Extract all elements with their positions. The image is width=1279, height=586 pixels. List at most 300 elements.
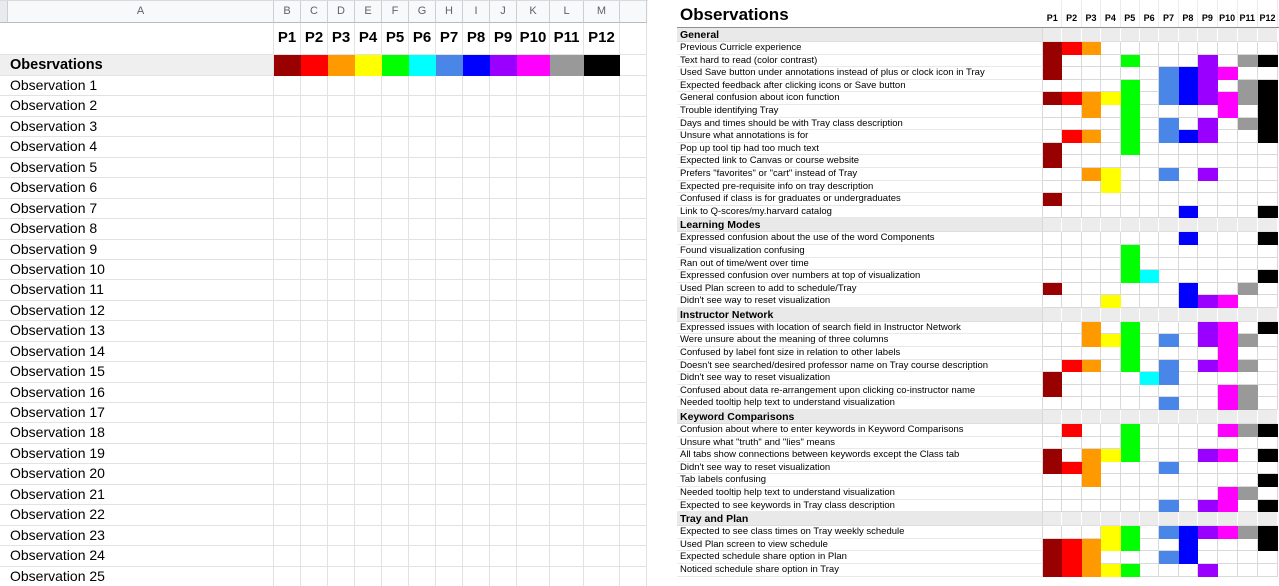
grid-cell[interactable] [550, 546, 584, 566]
grid-cell[interactable] [355, 96, 382, 116]
matrix-cell-filled-p9[interactable] [1198, 295, 1217, 308]
matrix-cell[interactable] [1101, 42, 1120, 55]
matrix-cell-filled-p5[interactable] [1121, 360, 1140, 373]
matrix-cell[interactable] [1101, 487, 1120, 500]
matrix-cell[interactable] [1198, 539, 1217, 552]
matrix-cell-filled-p3[interactable] [1082, 564, 1101, 577]
section-header-cell[interactable] [1238, 308, 1258, 322]
grid-cell[interactable] [490, 301, 517, 321]
grid-cell[interactable] [355, 485, 382, 505]
matrix-cell[interactable] [1159, 564, 1178, 577]
matrix-cell-filled-p5[interactable] [1121, 347, 1140, 360]
matrix-cell[interactable] [1258, 42, 1278, 55]
matrix-cell-filled-p5[interactable] [1121, 143, 1140, 156]
matrix-cell[interactable] [1062, 168, 1081, 181]
observation-label-cell[interactable]: Observation 3 [0, 117, 274, 137]
matrix-cell-filled-p3[interactable] [1082, 449, 1101, 462]
matrix-cell[interactable] [1218, 372, 1238, 385]
matrix-cell-filled-p8[interactable] [1179, 551, 1198, 564]
matrix-cell-filled-p10[interactable] [1218, 105, 1238, 118]
matrix-cell[interactable] [1101, 551, 1120, 564]
grid-cell[interactable] [463, 383, 490, 403]
observation-label-cell[interactable]: Observation 11 [0, 280, 274, 300]
observation-label-cell[interactable]: Observation 14 [0, 342, 274, 362]
matrix-cell[interactable] [1140, 55, 1159, 68]
grid-cell[interactable] [584, 240, 620, 260]
grid-cell[interactable] [409, 76, 436, 96]
matrix-cell[interactable] [1062, 270, 1081, 283]
matrix-cell-filled-p3[interactable] [1082, 474, 1101, 487]
matrix-cell-filled-p1[interactable] [1043, 539, 1062, 552]
matrix-cell-filled-p8[interactable] [1179, 67, 1198, 80]
section-header-cell[interactable] [1179, 218, 1198, 232]
matrix-cell[interactable] [1101, 67, 1120, 80]
matrix-cell[interactable] [1140, 462, 1159, 475]
grid-cell[interactable] [620, 362, 647, 382]
grid-cell[interactable] [328, 423, 355, 443]
matrix-cell[interactable] [1043, 322, 1062, 335]
matrix-row-label[interactable]: Doesn't see searched/desired professor name on Tray course description [677, 360, 1043, 373]
matrix-cell[interactable] [1121, 193, 1140, 206]
grid-cell[interactable] [550, 485, 584, 505]
matrix-cell[interactable] [1140, 193, 1159, 206]
cell-participant-P12[interactable]: P12 [584, 23, 620, 55]
grid-cell[interactable] [328, 567, 355, 586]
matrix-cell[interactable] [1198, 551, 1217, 564]
matrix-cell[interactable] [1159, 283, 1178, 296]
grid-cell[interactable] [301, 403, 328, 423]
grid-cell[interactable] [301, 240, 328, 260]
matrix-cell[interactable] [1082, 526, 1101, 539]
matrix-cell[interactable] [1159, 105, 1178, 118]
grid-cell[interactable] [620, 485, 647, 505]
matrix-cell[interactable] [1062, 193, 1081, 206]
matrix-cell[interactable] [1043, 105, 1062, 118]
matrix-row-label[interactable]: Expected to see class times on Tray weekly schedule [677, 526, 1043, 539]
matrix-cell[interactable] [1258, 245, 1278, 258]
matrix-cell[interactable] [1198, 105, 1217, 118]
observation-label-cell[interactable]: Observation 13 [0, 321, 274, 341]
matrix-col-label-P4[interactable]: P4 [1101, 0, 1120, 27]
grid-cell[interactable] [436, 423, 463, 443]
matrix-cell[interactable] [1101, 55, 1120, 68]
matrix-cell-filled-p12[interactable] [1258, 232, 1278, 245]
matrix-cell-filled-p2[interactable] [1062, 42, 1081, 55]
grid-cell[interactable] [382, 96, 409, 116]
cell-participant-P11[interactable]: P11 [550, 23, 584, 55]
grid-cell[interactable] [274, 137, 301, 157]
grid-cell[interactable] [584, 117, 620, 137]
matrix-cell[interactable] [1218, 245, 1238, 258]
grid-cell[interactable] [620, 137, 647, 157]
matrix-cell-filled-p10[interactable] [1218, 526, 1238, 539]
matrix-cell[interactable] [1101, 130, 1120, 143]
matrix-cell[interactable] [1140, 487, 1159, 500]
matrix-cell[interactable] [1101, 500, 1120, 513]
matrix-cell[interactable] [1238, 437, 1258, 450]
matrix-cell-filled-p12[interactable] [1258, 206, 1278, 219]
matrix-cell-filled-p9[interactable] [1198, 564, 1217, 577]
grid-cell[interactable] [584, 485, 620, 505]
matrix-cell[interactable] [1043, 130, 1062, 143]
grid-cell[interactable] [584, 362, 620, 382]
matrix-cell[interactable] [1062, 397, 1081, 410]
matrix-cell-filled-p11[interactable] [1238, 360, 1258, 373]
matrix-cell[interactable] [1198, 397, 1217, 410]
grid-cell[interactable] [550, 526, 584, 546]
matrix-cell[interactable] [1179, 500, 1198, 513]
matrix-cell[interactable] [1101, 424, 1120, 437]
grid-cell[interactable] [382, 219, 409, 239]
grid-cell[interactable] [382, 240, 409, 260]
matrix-cell-filled-p8[interactable] [1179, 295, 1198, 308]
matrix-cell[interactable] [1179, 385, 1198, 398]
matrix-cell[interactable] [1179, 322, 1198, 335]
grid-cell[interactable] [517, 199, 550, 219]
matrix-cell-filled-p9[interactable] [1198, 500, 1217, 513]
grid-cell[interactable] [436, 178, 463, 198]
matrix-cell-filled-p12[interactable] [1258, 92, 1278, 105]
grid-cell[interactable] [550, 403, 584, 423]
matrix-cell[interactable] [1159, 347, 1178, 360]
matrix-cell[interactable] [1238, 551, 1258, 564]
cell-participant-P8[interactable]: P8 [463, 23, 490, 55]
matrix-cell[interactable] [1043, 474, 1062, 487]
grid-cell[interactable] [550, 178, 584, 198]
matrix-cell[interactable] [1258, 372, 1278, 385]
matrix-cell[interactable] [1101, 193, 1120, 206]
grid-cell[interactable] [550, 158, 584, 178]
section-header-cell[interactable] [1258, 28, 1278, 42]
grid-cell[interactable] [382, 342, 409, 362]
grid-cell[interactable] [274, 96, 301, 116]
matrix-cell-filled-p6[interactable] [1140, 372, 1159, 385]
matrix-cell[interactable] [1159, 322, 1178, 335]
grid-cell[interactable] [620, 76, 647, 96]
matrix-cell[interactable] [1062, 449, 1081, 462]
matrix-cell-filled-p10[interactable] [1218, 322, 1238, 335]
grid-cell[interactable] [490, 158, 517, 178]
grid-cell[interactable] [490, 260, 517, 280]
matrix-cell[interactable] [1121, 397, 1140, 410]
grid-cell[interactable] [550, 301, 584, 321]
legend-color-cell-p7[interactable] [436, 55, 463, 76]
grid-cell[interactable] [463, 342, 490, 362]
matrix-cell[interactable] [1238, 295, 1258, 308]
grid-cell[interactable] [550, 423, 584, 443]
grid-cell[interactable] [490, 383, 517, 403]
matrix-cell-filled-p12[interactable] [1258, 118, 1278, 131]
matrix-cell[interactable] [1140, 258, 1159, 271]
grid-cell[interactable] [355, 76, 382, 96]
matrix-cell[interactable] [1062, 385, 1081, 398]
grid-cell[interactable] [490, 567, 517, 586]
matrix-cell[interactable] [1082, 232, 1101, 245]
matrix-cell-filled-p9[interactable] [1198, 168, 1217, 181]
matrix-cell[interactable] [1062, 80, 1081, 93]
matrix-cell-filled-p9[interactable] [1198, 322, 1217, 335]
grid-cell[interactable] [490, 219, 517, 239]
matrix-cell-filled-p9[interactable] [1198, 92, 1217, 105]
grid-cell[interactable] [463, 485, 490, 505]
matrix-cell[interactable] [1159, 245, 1178, 258]
matrix-cell[interactable] [1218, 55, 1238, 68]
matrix-cell[interactable] [1198, 42, 1217, 55]
grid-cell[interactable] [436, 444, 463, 464]
section-header-cell[interactable] [1159, 28, 1178, 42]
grid-cell[interactable] [274, 362, 301, 382]
observation-label-cell[interactable]: Observation 25 [0, 567, 274, 586]
matrix-cell[interactable] [1101, 283, 1120, 296]
grid-cell[interactable] [301, 117, 328, 137]
matrix-cell[interactable] [1159, 539, 1178, 552]
grid-cell[interactable] [436, 403, 463, 423]
matrix-cell[interactable] [1218, 539, 1238, 552]
matrix-cell[interactable] [1043, 526, 1062, 539]
matrix-cell[interactable] [1082, 67, 1101, 80]
grid-cell[interactable] [490, 403, 517, 423]
matrix-cell[interactable] [1101, 245, 1120, 258]
matrix-cell[interactable] [1238, 245, 1258, 258]
grid-cell[interactable] [620, 383, 647, 403]
grid-cell[interactable] [274, 280, 301, 300]
section-header-label[interactable]: General [677, 28, 1043, 42]
grid-cell[interactable] [355, 567, 382, 586]
matrix-cell[interactable] [1238, 232, 1258, 245]
grid-cell[interactable] [382, 403, 409, 423]
matrix-cell-filled-p5[interactable] [1121, 449, 1140, 462]
matrix-cell[interactable] [1179, 334, 1198, 347]
matrix-row-label[interactable]: Expected link to Canvas or course website [677, 155, 1043, 168]
grid-cell[interactable] [328, 526, 355, 546]
matrix-cell[interactable] [1179, 424, 1198, 437]
matrix-cell[interactable] [1062, 487, 1081, 500]
grid-cell[interactable] [301, 423, 328, 443]
grid-cell[interactable] [409, 526, 436, 546]
matrix-cell[interactable] [1159, 181, 1178, 194]
matrix-col-label-P1[interactable]: P1 [1043, 0, 1062, 27]
grid-cell[interactable] [274, 423, 301, 443]
matrix-cell[interactable] [1140, 92, 1159, 105]
grid-cell[interactable] [463, 280, 490, 300]
matrix-cell[interactable] [1198, 474, 1217, 487]
grid-cell[interactable] [382, 199, 409, 219]
matrix-cell[interactable] [1043, 181, 1062, 194]
matrix-cell[interactable] [1258, 347, 1278, 360]
column-header-K[interactable]: K [517, 1, 550, 23]
matrix-cell[interactable] [1101, 372, 1120, 385]
matrix-row-label[interactable]: Used Save button under annotations instead of plus or clock icon in Tray [677, 67, 1043, 80]
matrix-cell[interactable] [1082, 385, 1101, 398]
matrix-cell-filled-p9[interactable] [1198, 334, 1217, 347]
matrix-cell-filled-p5[interactable] [1121, 118, 1140, 131]
matrix-cell[interactable] [1082, 258, 1101, 271]
grid-cell[interactable] [382, 567, 409, 586]
grid-cell[interactable] [301, 137, 328, 157]
matrix-cell[interactable] [1082, 437, 1101, 450]
matrix-cell[interactable] [1043, 487, 1062, 500]
matrix-cell[interactable] [1082, 118, 1101, 131]
section-header-cell[interactable] [1121, 410, 1140, 424]
matrix-cell[interactable] [1258, 295, 1278, 308]
grid-cell[interactable] [584, 383, 620, 403]
grid-cell[interactable] [301, 444, 328, 464]
matrix-cell[interactable] [1101, 347, 1120, 360]
matrix-row-label[interactable]: Confused about data re-arrangement upon clicking co-instructor name [677, 385, 1043, 398]
grid-cell[interactable] [463, 260, 490, 280]
matrix-cell-filled-p11[interactable] [1238, 55, 1258, 68]
grid-cell[interactable] [463, 505, 490, 525]
grid-cell[interactable] [328, 219, 355, 239]
matrix-col-label-P3[interactable]: P3 [1082, 0, 1101, 27]
grid-cell[interactable] [301, 383, 328, 403]
grid-cell[interactable] [382, 505, 409, 525]
matrix-cell-filled-p2[interactable] [1062, 424, 1081, 437]
grid-cell[interactable] [436, 96, 463, 116]
matrix-row-label[interactable]: Days and times should be with Tray class description [677, 118, 1043, 131]
matrix-cell[interactable] [1218, 206, 1238, 219]
legend-color-cell-p8[interactable] [463, 55, 490, 76]
grid-cell[interactable] [463, 199, 490, 219]
matrix-cell[interactable] [1218, 155, 1238, 168]
grid-cell[interactable] [274, 219, 301, 239]
grid-cell[interactable] [620, 240, 647, 260]
matrix-cell[interactable] [1238, 564, 1258, 577]
grid-cell[interactable] [584, 178, 620, 198]
matrix-cell-filled-p10[interactable] [1218, 295, 1238, 308]
matrix-row-label[interactable]: Confused by label font size in relation to other labels [677, 347, 1043, 360]
section-header-cell[interactable] [1140, 28, 1159, 42]
grid-cell[interactable] [463, 96, 490, 116]
grid-cell[interactable] [355, 117, 382, 137]
matrix-cell-filled-p5[interactable] [1121, 55, 1140, 68]
grid-cell[interactable] [301, 362, 328, 382]
section-header-cell[interactable] [1082, 308, 1101, 322]
matrix-cell[interactable] [1218, 258, 1238, 271]
grid-cell[interactable] [409, 485, 436, 505]
matrix-cell-filled-p4[interactable] [1101, 526, 1120, 539]
observation-label-cell[interactable]: Observation 15 [0, 362, 274, 382]
matrix-cell-filled-p10[interactable] [1218, 67, 1238, 80]
matrix-cell-filled-p7[interactable] [1159, 397, 1178, 410]
matrix-cell[interactable] [1062, 258, 1081, 271]
column-header-A[interactable]: A [8, 1, 274, 23]
cell-participant-P10[interactable]: P10 [517, 23, 550, 55]
section-header-cell[interactable] [1198, 410, 1217, 424]
matrix-cell[interactable] [1062, 322, 1081, 335]
matrix-cell-filled-p11[interactable] [1238, 283, 1258, 296]
column-header-M[interactable]: M [584, 1, 620, 23]
observation-label-cell[interactable]: Observation 12 [0, 301, 274, 321]
section-header-cell[interactable] [1179, 410, 1198, 424]
grid-cell[interactable] [274, 117, 301, 137]
matrix-cell-filled-p9[interactable] [1198, 80, 1217, 93]
section-header-cell[interactable] [1082, 410, 1101, 424]
observation-label-cell[interactable]: Observation 17 [0, 403, 274, 423]
grid-cell[interactable] [517, 158, 550, 178]
column-header-E[interactable]: E [355, 1, 382, 23]
matrix-cell-filled-p7[interactable] [1159, 118, 1178, 131]
matrix-cell[interactable] [1258, 67, 1278, 80]
matrix-cell[interactable] [1062, 181, 1081, 194]
section-header-cell[interactable] [1218, 410, 1238, 424]
grid-cell[interactable] [584, 199, 620, 219]
grid-cell[interactable] [490, 117, 517, 137]
legend-color-cell-p5[interactable] [382, 55, 409, 76]
grid-cell[interactable] [490, 199, 517, 219]
matrix-cell[interactable] [1159, 42, 1178, 55]
matrix-cell[interactable] [1101, 437, 1120, 450]
matrix-cell[interactable] [1179, 397, 1198, 410]
matrix-cell[interactable] [1140, 526, 1159, 539]
grid-cell[interactable] [436, 240, 463, 260]
matrix-cell[interactable] [1179, 105, 1198, 118]
matrix-cell-filled-p11[interactable] [1238, 334, 1258, 347]
matrix-cell[interactable] [1198, 245, 1217, 258]
observations-title-cell[interactable]: Obesrvations [0, 55, 274, 76]
matrix-cell-filled-p12[interactable] [1258, 130, 1278, 143]
grid-cell[interactable] [409, 383, 436, 403]
grid-cell[interactable] [409, 546, 436, 566]
matrix-cell-filled-p4[interactable] [1101, 564, 1120, 577]
matrix-cell-filled-p12[interactable] [1258, 500, 1278, 513]
matrix-cell[interactable] [1082, 143, 1101, 156]
grid-cell[interactable] [301, 158, 328, 178]
matrix-cell[interactable] [1140, 385, 1159, 398]
grid-cell[interactable] [550, 219, 584, 239]
matrix-cell-filled-p4[interactable] [1101, 539, 1120, 552]
matrix-cell-filled-p8[interactable] [1179, 232, 1198, 245]
grid-cell[interactable] [382, 117, 409, 137]
matrix-cell[interactable] [1198, 232, 1217, 245]
matrix-cell-filled-p1[interactable] [1043, 372, 1062, 385]
matrix-cell[interactable] [1121, 500, 1140, 513]
matrix-cell-filled-p10[interactable] [1218, 449, 1238, 462]
grid-cell[interactable] [517, 362, 550, 382]
matrix-cell[interactable] [1062, 143, 1081, 156]
matrix-cell-filled-p1[interactable] [1043, 92, 1062, 105]
matrix-cell[interactable] [1062, 105, 1081, 118]
matrix-cell-filled-p6[interactable] [1140, 270, 1159, 283]
grid-cell[interactable] [517, 321, 550, 341]
grid-cell[interactable] [436, 199, 463, 219]
grid-cell[interactable] [436, 567, 463, 586]
matrix-cell[interactable] [1101, 474, 1120, 487]
grid-cell[interactable] [517, 567, 550, 586]
grid-cell[interactable] [550, 260, 584, 280]
matrix-cell[interactable] [1198, 206, 1217, 219]
matrix-row-label[interactable]: Didn't see way to reset visualization [677, 295, 1043, 308]
grid-cell[interactable] [274, 444, 301, 464]
matrix-cell[interactable] [1082, 424, 1101, 437]
matrix-row-label[interactable]: Noticed schedule share option in Tray [677, 564, 1043, 577]
matrix-cell-filled-p8[interactable] [1179, 92, 1198, 105]
section-header-cell[interactable] [1218, 308, 1238, 322]
grid-cell[interactable] [517, 178, 550, 198]
column-header-C[interactable]: C [301, 1, 328, 23]
section-header-cell[interactable] [1218, 28, 1238, 42]
matrix-row-label[interactable]: Needed tooltip help text to understand visualization [677, 487, 1043, 500]
grid-cell[interactable] [274, 505, 301, 525]
grid-cell[interactable] [490, 280, 517, 300]
cell-blank[interactable] [620, 55, 647, 76]
matrix-cell[interactable] [1218, 168, 1238, 181]
grid-cell[interactable] [274, 383, 301, 403]
grid-cell[interactable] [355, 158, 382, 178]
matrix-row-label[interactable]: Confusion about where to enter keywords in Keyword Comparisons [677, 424, 1043, 437]
matrix-col-label-P5[interactable]: P5 [1121, 0, 1140, 27]
matrix-cell-filled-p3[interactable] [1082, 334, 1101, 347]
